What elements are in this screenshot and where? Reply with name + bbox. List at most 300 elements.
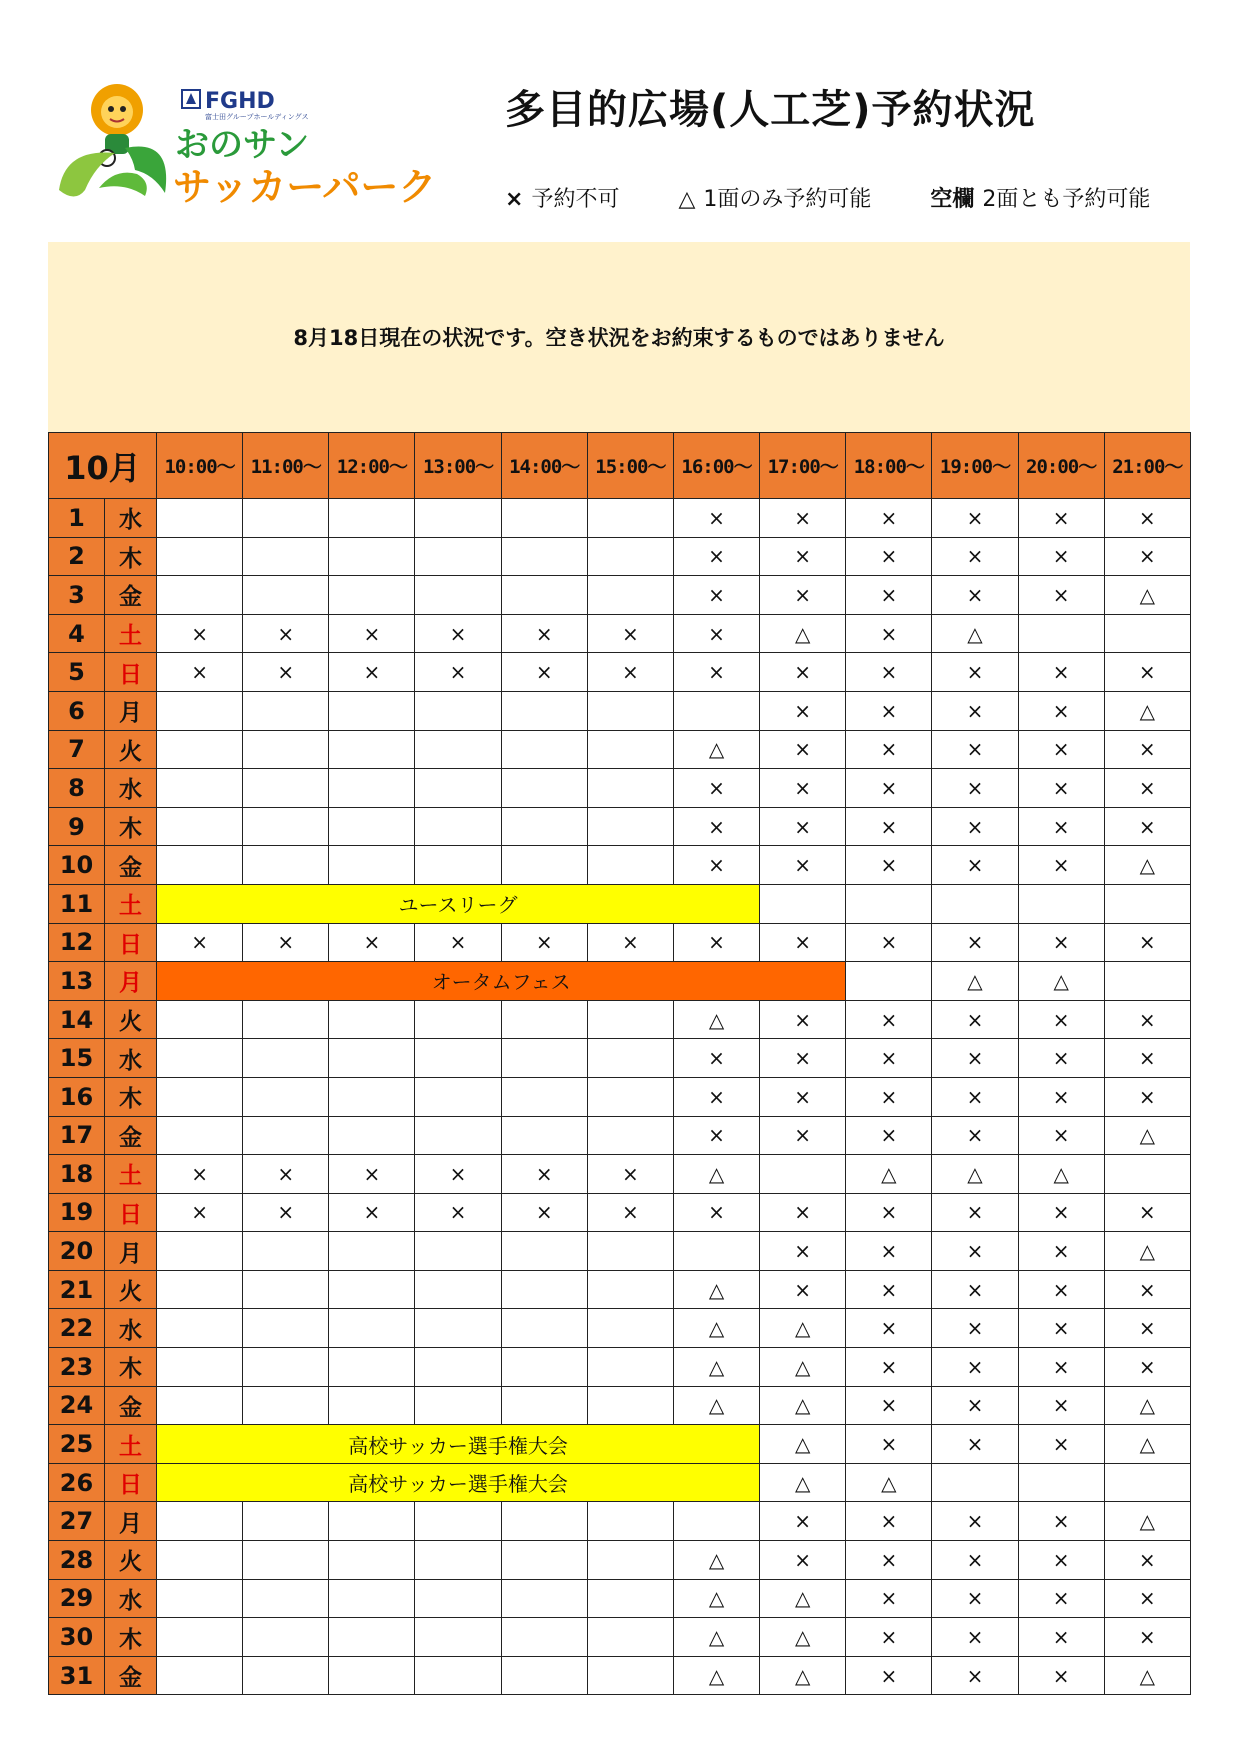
- slot-cell: ×: [157, 614, 243, 653]
- slot-cell: ×: [846, 499, 932, 538]
- slot-cell: ×: [587, 614, 673, 653]
- slot-cell: ×: [932, 1425, 1018, 1464]
- slot-cell: ×: [1018, 576, 1104, 615]
- slot-cell: ×: [846, 1541, 932, 1580]
- page-title: 多目的広場(人工芝)予約状況: [505, 87, 1036, 133]
- time-header: 12:00～: [329, 433, 415, 499]
- weekday: 火: [105, 1270, 157, 1309]
- slot-cell: ×: [501, 1155, 587, 1194]
- slot-cell: △: [1104, 691, 1190, 730]
- slot-cell: [846, 884, 932, 923]
- table-row: [49, 614, 1191, 653]
- day-number: 20: [49, 1232, 105, 1271]
- day-number: 6: [49, 691, 105, 730]
- slot-cell: ×: [415, 1155, 501, 1194]
- day-number: 8: [49, 769, 105, 808]
- slot-cell: [157, 1270, 243, 1309]
- weekday: 木: [105, 1348, 157, 1387]
- slot-cell: ×: [1104, 1039, 1190, 1078]
- weekday: 金: [105, 1656, 157, 1695]
- slot-cell: ×: [1018, 1348, 1104, 1387]
- slot-cell: [501, 1309, 587, 1348]
- logo-name-line1: おのサン: [175, 125, 310, 165]
- slot-cell: [329, 1579, 415, 1618]
- slot-cell: [329, 1541, 415, 1580]
- slot-cell: [243, 1579, 329, 1618]
- slot-cell: ×: [329, 614, 415, 653]
- day-number: 14: [49, 1000, 105, 1039]
- slot-cell: [157, 1000, 243, 1039]
- slot-cell: ×: [932, 537, 1018, 576]
- slot-cell: ×: [673, 769, 759, 808]
- slot-cell: ×: [1018, 1386, 1104, 1425]
- slot-cell: [501, 769, 587, 808]
- slot-cell: ×: [415, 653, 501, 692]
- slot-cell: ×: [932, 576, 1018, 615]
- table-row: [49, 691, 1191, 730]
- slot-cell: [415, 1000, 501, 1039]
- slot-cell: ×: [932, 1077, 1018, 1116]
- slot-cell: [243, 1039, 329, 1078]
- weekday: 金: [105, 576, 157, 615]
- slot-cell: [501, 576, 587, 615]
- slot-cell: [329, 1232, 415, 1271]
- table-row: [49, 1193, 1191, 1232]
- slot-cell: [1104, 962, 1190, 1001]
- weekday: 日: [105, 923, 157, 962]
- slot-cell: ×: [1104, 653, 1190, 692]
- day-number: 4: [49, 614, 105, 653]
- event-block: 高校サッカー選手権大会: [157, 1463, 760, 1502]
- slot-cell: [587, 1116, 673, 1155]
- slot-cell: [415, 1502, 501, 1541]
- slot-cell: △: [760, 1425, 846, 1464]
- slot-cell: [415, 1039, 501, 1078]
- slot-cell: ×: [760, 576, 846, 615]
- table-row: [49, 807, 1191, 846]
- slot-cell: △: [673, 1386, 759, 1425]
- slot-cell: ×: [157, 653, 243, 692]
- time-header: 19:00～: [932, 433, 1018, 499]
- slot-cell: △: [846, 1463, 932, 1502]
- reservation-table: [48, 432, 1191, 1695]
- table-row: [49, 576, 1191, 615]
- slot-cell: ×: [932, 1656, 1018, 1695]
- slot-cell: ×: [1018, 653, 1104, 692]
- slot-cell: ×: [932, 1348, 1018, 1387]
- slot-cell: △: [932, 614, 1018, 653]
- slot-cell: [329, 730, 415, 769]
- slot-cell: ×: [932, 1309, 1018, 1348]
- table-row: [49, 730, 1191, 769]
- slot-cell: ×: [932, 1618, 1018, 1657]
- logo-name-line2: サッカーパーク: [173, 165, 437, 209]
- slot-cell: ×: [760, 1077, 846, 1116]
- slot-cell: ×: [1018, 923, 1104, 962]
- event-block: オータムフェス: [157, 962, 846, 1001]
- slot-cell: [1104, 884, 1190, 923]
- day-number: 3: [49, 576, 105, 615]
- slot-cell: ×: [760, 1232, 846, 1271]
- slot-cell: ×: [760, 846, 846, 885]
- slot-cell: ×: [1018, 1232, 1104, 1271]
- slot-cell: △: [760, 1463, 846, 1502]
- weekday: 火: [105, 730, 157, 769]
- slot-cell: ×: [846, 1656, 932, 1695]
- slot-cell: △: [673, 1000, 759, 1039]
- slot-cell: ×: [846, 614, 932, 653]
- weekday: 金: [105, 1116, 157, 1155]
- slot-cell: [157, 499, 243, 538]
- time-header: 18:00～: [846, 433, 932, 499]
- weekday: 金: [105, 846, 157, 885]
- slot-cell: [243, 1309, 329, 1348]
- slot-cell: ×: [329, 1193, 415, 1232]
- slot-cell: ×: [587, 923, 673, 962]
- weekday: 水: [105, 1579, 157, 1618]
- slot-cell: [157, 1386, 243, 1425]
- slot-cell: △: [673, 1579, 759, 1618]
- slot-cell: ×: [501, 923, 587, 962]
- slot-cell: [329, 576, 415, 615]
- slot-cell: ×: [932, 691, 1018, 730]
- slot-cell: ×: [760, 1541, 846, 1580]
- table-row: [49, 1463, 1191, 1502]
- time-header: 21:00～: [1104, 433, 1190, 499]
- day-number: 22: [49, 1309, 105, 1348]
- table-row: [49, 1232, 1191, 1271]
- slot-cell: [1018, 1463, 1104, 1502]
- slot-cell: [243, 846, 329, 885]
- slot-cell: [587, 1039, 673, 1078]
- slot-cell: ×: [673, 499, 759, 538]
- slot-cell: ×: [415, 923, 501, 962]
- slot-cell: [157, 1077, 243, 1116]
- slot-cell: ×: [760, 1000, 846, 1039]
- slot-cell: [587, 499, 673, 538]
- slot-cell: ×: [1104, 769, 1190, 808]
- slot-cell: [501, 1618, 587, 1657]
- table-row: [49, 1425, 1191, 1464]
- slot-cell: ×: [760, 807, 846, 846]
- park-logo: [55, 78, 495, 218]
- slot-cell: [243, 730, 329, 769]
- slot-cell: ×: [932, 1541, 1018, 1580]
- slot-cell: [243, 1270, 329, 1309]
- time-header: 11:00～: [243, 433, 329, 499]
- slot-cell: ×: [1018, 807, 1104, 846]
- slot-cell: △: [1104, 846, 1190, 885]
- slot-cell: [415, 1656, 501, 1695]
- table-row: [49, 1618, 1191, 1657]
- slot-cell: △: [846, 1155, 932, 1194]
- slot-cell: ×: [760, 1193, 846, 1232]
- slot-cell: ×: [243, 653, 329, 692]
- slot-cell: [501, 1000, 587, 1039]
- slot-cell: [243, 691, 329, 730]
- slot-cell: ×: [243, 1193, 329, 1232]
- slot-cell: △: [760, 1579, 846, 1618]
- slot-cell: ×: [673, 614, 759, 653]
- slot-cell: [329, 1386, 415, 1425]
- slot-cell: [587, 769, 673, 808]
- table-row: [49, 1579, 1191, 1618]
- slot-cell: ×: [1104, 1193, 1190, 1232]
- day-number: 5: [49, 653, 105, 692]
- slot-cell: [501, 499, 587, 538]
- slot-cell: ×: [932, 1116, 1018, 1155]
- fghd-emblem-icon: [182, 90, 200, 108]
- slot-cell: [415, 1348, 501, 1387]
- slot-cell: [415, 769, 501, 808]
- weekday: 月: [105, 962, 157, 1001]
- weekday: 木: [105, 537, 157, 576]
- slot-cell: [243, 769, 329, 808]
- slot-cell: [157, 691, 243, 730]
- slot-cell: [501, 1541, 587, 1580]
- slot-cell: ×: [1104, 1579, 1190, 1618]
- weekday: 日: [105, 1463, 157, 1502]
- slot-cell: ×: [846, 537, 932, 576]
- table-row: [49, 1656, 1191, 1695]
- day-number: 23: [49, 1348, 105, 1387]
- slot-cell: ×: [760, 1039, 846, 1078]
- slot-cell: [501, 1077, 587, 1116]
- slot-cell: [501, 1656, 587, 1695]
- slot-cell: ×: [1018, 1656, 1104, 1695]
- slot-cell: ×: [846, 691, 932, 730]
- weekday: 水: [105, 499, 157, 538]
- slot-cell: [329, 1000, 415, 1039]
- slot-cell: ×: [1104, 1077, 1190, 1116]
- legend-text: 2面とも予約可能: [982, 187, 1151, 212]
- slot-cell: ×: [243, 614, 329, 653]
- slot-cell: ×: [673, 807, 759, 846]
- slot-cell: [415, 576, 501, 615]
- slot-cell: ×: [846, 1000, 932, 1039]
- slot-cell: [329, 537, 415, 576]
- table-row: [49, 1116, 1191, 1155]
- weekday: 土: [105, 614, 157, 653]
- slot-cell: ×: [673, 1039, 759, 1078]
- slot-cell: △: [1104, 1425, 1190, 1464]
- slot-cell: [415, 807, 501, 846]
- slot-cell: ×: [846, 1039, 932, 1078]
- slot-cell: [329, 1270, 415, 1309]
- table-row: [49, 499, 1191, 538]
- slot-cell: [587, 1502, 673, 1541]
- slot-cell: ×: [846, 576, 932, 615]
- table-row: [49, 923, 1191, 962]
- slot-cell: [329, 1039, 415, 1078]
- slot-cell: [501, 1232, 587, 1271]
- slot-cell: [243, 1348, 329, 1387]
- slot-cell: ×: [932, 1579, 1018, 1618]
- slot-cell: [157, 537, 243, 576]
- slot-cell: [587, 807, 673, 846]
- day-number: 10: [49, 846, 105, 885]
- slot-cell: ×: [1104, 1348, 1190, 1387]
- time-header: 20:00～: [1018, 433, 1104, 499]
- slot-cell: ×: [932, 1039, 1018, 1078]
- day-number: 25: [49, 1425, 105, 1464]
- time-header: 16:00～: [673, 433, 759, 499]
- table-row: [49, 884, 1191, 923]
- slot-cell: [932, 1463, 1018, 1502]
- weekday: 土: [105, 1155, 157, 1194]
- slot-cell: [760, 1155, 846, 1194]
- slot-cell: △: [760, 1618, 846, 1657]
- slot-cell: ×: [760, 769, 846, 808]
- slot-cell: △: [673, 1270, 759, 1309]
- slot-cell: [243, 1618, 329, 1657]
- slot-cell: [329, 1656, 415, 1695]
- slot-cell: ×: [760, 1116, 846, 1155]
- slot-cell: [1018, 614, 1104, 653]
- slot-cell: ×: [846, 1309, 932, 1348]
- slot-cell: [846, 962, 932, 1001]
- slot-cell: [329, 807, 415, 846]
- month-label: 10月: [49, 433, 157, 499]
- fghd-brand-sub: 富士田グループホールディングス: [205, 113, 309, 121]
- slot-cell: ×: [932, 923, 1018, 962]
- time-header: 15:00～: [587, 433, 673, 499]
- slot-cell: [243, 1232, 329, 1271]
- slot-cell: ×: [760, 1270, 846, 1309]
- slot-cell: ×: [501, 653, 587, 692]
- table-row: [49, 1155, 1191, 1194]
- slot-cell: ×: [1104, 923, 1190, 962]
- slot-cell: ×: [846, 1425, 932, 1464]
- slot-cell: [587, 1656, 673, 1695]
- slot-cell: ×: [932, 653, 1018, 692]
- slot-cell: ×: [329, 653, 415, 692]
- weekday: 月: [105, 691, 157, 730]
- slot-cell: [157, 807, 243, 846]
- slot-cell: ×: [1018, 1193, 1104, 1232]
- day-number: 15: [49, 1039, 105, 1078]
- weekday: 火: [105, 1000, 157, 1039]
- slot-cell: [673, 1232, 759, 1271]
- event-block: ユースリーグ: [157, 884, 760, 923]
- time-header: 13:00～: [415, 433, 501, 499]
- table-row: [49, 1000, 1191, 1039]
- slot-cell: [243, 1502, 329, 1541]
- table-row: [49, 962, 1191, 1001]
- slot-cell: [415, 1386, 501, 1425]
- weekday: 火: [105, 1541, 157, 1580]
- slot-cell: [415, 691, 501, 730]
- slot-cell: ×: [932, 769, 1018, 808]
- slot-cell: [415, 1579, 501, 1618]
- slot-cell: [329, 1116, 415, 1155]
- slot-cell: ×: [846, 769, 932, 808]
- slot-cell: [932, 884, 1018, 923]
- slot-cell: ×: [1018, 1502, 1104, 1541]
- slot-cell: ×: [760, 1502, 846, 1541]
- slot-cell: ×: [932, 1502, 1018, 1541]
- day-number: 27: [49, 1502, 105, 1541]
- legend-item: [678, 187, 897, 212]
- slot-cell: ×: [1018, 691, 1104, 730]
- slot-cell: △: [760, 1309, 846, 1348]
- legend-item: [505, 187, 645, 212]
- time-header: 14:00～: [501, 433, 587, 499]
- slot-cell: [157, 846, 243, 885]
- slot-cell: [157, 1502, 243, 1541]
- slot-cell: ×: [1104, 1309, 1190, 1348]
- slot-cell: ×: [415, 614, 501, 653]
- slot-cell: [415, 1077, 501, 1116]
- slot-cell: △: [673, 1618, 759, 1657]
- slot-cell: ×: [1018, 1425, 1104, 1464]
- slot-cell: [415, 846, 501, 885]
- slot-cell: △: [760, 1656, 846, 1695]
- slot-cell: [501, 807, 587, 846]
- slot-cell: [415, 1618, 501, 1657]
- slot-cell: ×: [1018, 1309, 1104, 1348]
- event-block: 高校サッカー選手権大会: [157, 1425, 760, 1464]
- day-number: 21: [49, 1270, 105, 1309]
- slot-cell: [587, 1077, 673, 1116]
- slot-cell: ×: [157, 1193, 243, 1232]
- slot-cell: [415, 1232, 501, 1271]
- table-row: [49, 1502, 1191, 1541]
- slot-cell: [329, 499, 415, 538]
- slot-cell: △: [1104, 1656, 1190, 1695]
- slot-cell: [415, 730, 501, 769]
- slot-cell: [415, 1116, 501, 1155]
- slot-cell: ×: [673, 1116, 759, 1155]
- slot-cell: [243, 1541, 329, 1580]
- slot-cell: ×: [760, 923, 846, 962]
- slot-cell: ×: [846, 1193, 932, 1232]
- slot-cell: [501, 846, 587, 885]
- slot-cell: ×: [1018, 1618, 1104, 1657]
- slot-cell: ×: [1018, 499, 1104, 538]
- day-number: 17: [49, 1116, 105, 1155]
- slot-cell: [587, 846, 673, 885]
- slot-cell: ×: [673, 1077, 759, 1116]
- slot-cell: [157, 1116, 243, 1155]
- slot-cell: ×: [932, 499, 1018, 538]
- slot-cell: [1018, 884, 1104, 923]
- slot-cell: △: [673, 1541, 759, 1580]
- slot-cell: [501, 1270, 587, 1309]
- slot-cell: [243, 1000, 329, 1039]
- slot-cell: [587, 1309, 673, 1348]
- slot-cell: [415, 537, 501, 576]
- table-body: [49, 499, 1191, 1695]
- swirl-emblem-icon: [59, 146, 166, 196]
- slot-cell: ×: [501, 614, 587, 653]
- slot-cell: ×: [760, 653, 846, 692]
- weekday: 木: [105, 807, 157, 846]
- slot-cell: ×: [673, 846, 759, 885]
- slot-cell: ×: [846, 1579, 932, 1618]
- slot-cell: [243, 1386, 329, 1425]
- slot-cell: ×: [587, 1193, 673, 1232]
- park-logo-graphic: [55, 78, 495, 218]
- slot-cell: ×: [329, 1155, 415, 1194]
- slot-cell: ×: [587, 1155, 673, 1194]
- slot-cell: ×: [157, 1155, 243, 1194]
- slot-cell: [501, 730, 587, 769]
- table-row: [49, 1270, 1191, 1309]
- slot-cell: [501, 1502, 587, 1541]
- table-row: [49, 1348, 1191, 1387]
- slot-cell: ×: [760, 691, 846, 730]
